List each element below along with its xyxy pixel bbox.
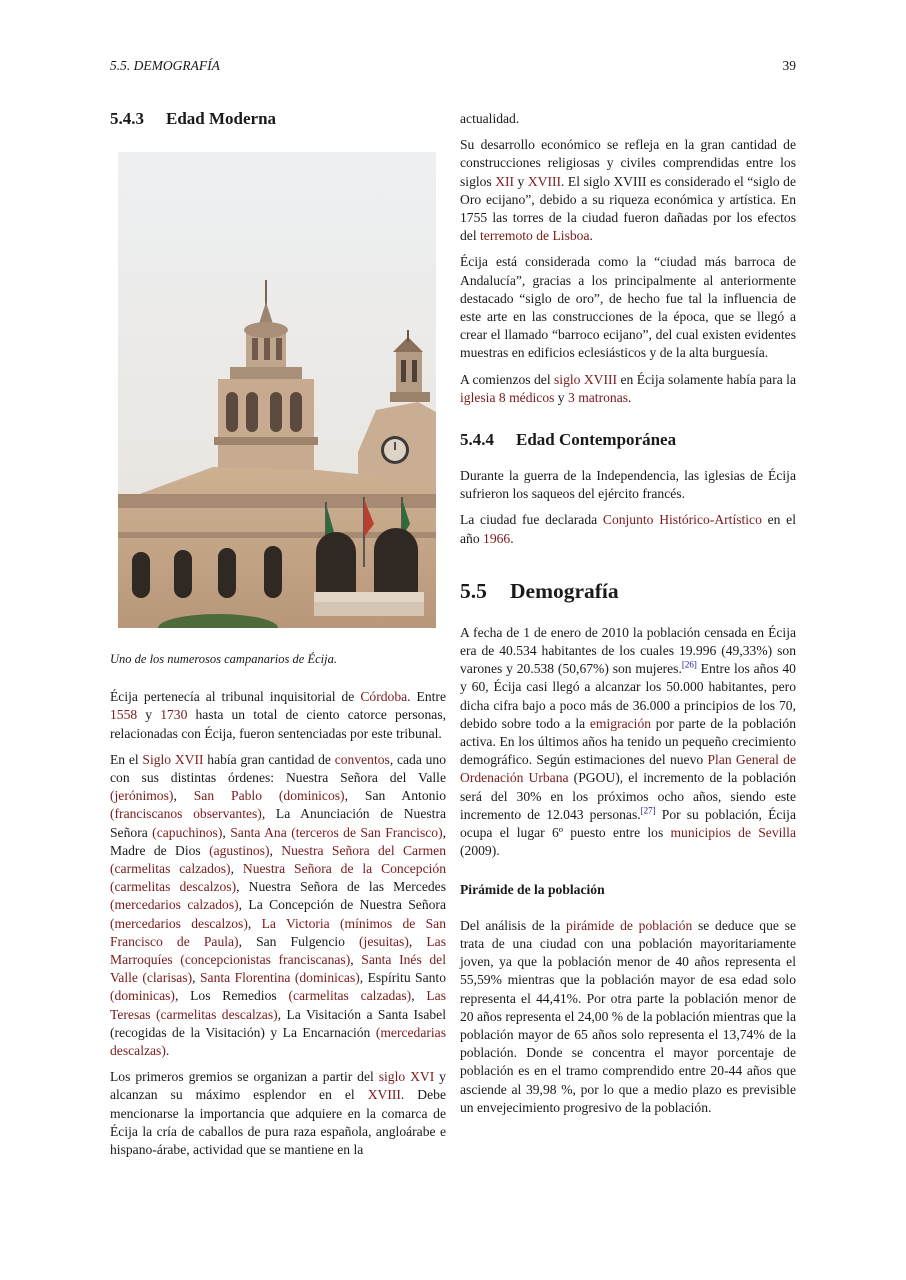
inline-link[interactable]: (mercedarios calzados) bbox=[110, 897, 239, 913]
inline-link[interactable]: La Victoria (mínimos de San Francisco de Paula) bbox=[110, 915, 446, 949]
inline-link[interactable]: pirámide de población bbox=[566, 917, 693, 933]
inline-link[interactable]: Siglo XVII bbox=[142, 751, 204, 767]
inline-link[interactable]: Santa Ana bbox=[230, 824, 287, 840]
paragraph: La ciudad fue declarada Conjunto Histórico-Artístico en el año 1966. bbox=[460, 512, 796, 546]
paragraph: Écija está considerada como la “ciudad más barroca de Andalucía”, gracias a los principalmente al anteriormente destacado “siglo de oro”, de hecho fue tal la influencia de este arte en las construcciones de la época, que se llegó a crear el llamado “barroco ecijano”, del cual existen evidentes muestras en edificios eclesiásticos y de la alta burguesía. bbox=[460, 254, 796, 361]
page-number: 39 bbox=[782, 58, 796, 73]
inline-link[interactable]: Las Teresas bbox=[110, 988, 447, 1022]
photo-caption: Uno de los numerosos campanarios de Écija. bbox=[110, 652, 337, 666]
paragraph: Durante la guerra de la Independencia, las iglesias de Écija sufrieron los saqueos del ejército francés. bbox=[460, 468, 796, 502]
left-column bbox=[110, 108, 446, 1167]
inline-link[interactable]: (mercedarios descalzos) bbox=[110, 915, 248, 931]
paragraph: A comienzos del siglo XVIII en Écija solamente había para la iglesia 8 médicos y 3 matronas. bbox=[460, 371, 796, 405]
inline-link[interactable]: (franciscanos observantes) bbox=[110, 806, 262, 822]
inline-link[interactable]: XVIII bbox=[367, 1087, 401, 1103]
inline-link[interactable]: (carmelitas descalzos) bbox=[110, 879, 237, 895]
paragraph: Su desarrollo económico se refleja en la gran cantidad de construcciones religiosas y civiles comprendidas entre los siglos XII y XVIII. El siglo XVIII es considerado el “siglo de Oro ecijano”, debido a su riqueza económica y artística. En 1755 las torres de la ciudad fueron dañadas por los efectos del terremoto de Lisboa. bbox=[460, 137, 796, 244]
inline-link[interactable]: terremoto de Lisboa bbox=[480, 228, 590, 244]
inline-link[interactable]: Las Marroquíes (concepcionistas franciscanas) bbox=[110, 933, 447, 968]
inline-link[interactable]: (mercedarias descalzas) bbox=[110, 1024, 446, 1059]
inline-link[interactable]: 3 matronas bbox=[568, 389, 629, 405]
inline-link[interactable]: (jerónimos) bbox=[110, 788, 174, 804]
section-title: 5.5. DEMOGRAFÍA bbox=[110, 58, 220, 73]
belltower-photo bbox=[118, 152, 436, 628]
inline-link[interactable]: conventos bbox=[334, 751, 390, 767]
section-heading-5-4-4: 5.4.4 Edad Contemporánea bbox=[460, 430, 677, 450]
inline-link[interactable]: Plan General de Ordenación Urbana bbox=[460, 752, 796, 786]
citation-link[interactable]: [27] bbox=[640, 805, 656, 816]
inline-link[interactable]: 8 médicos bbox=[498, 389, 555, 405]
inline-link[interactable]: (agustinos) bbox=[209, 842, 270, 858]
inline-link[interactable]: (capuchinos) bbox=[152, 824, 223, 840]
section-heading-5-5: 5.5 Demografía bbox=[460, 578, 619, 603]
paragraph: A fecha de 1 de enero de 2010 la población censada en Écija era de 40.534 habitantes de los cuales 19.996 (49,33%) son varones y 20.538 (50,67%) son mujeres.[26] Entre los años 40 y 60, Écija casi llegó a alcanzar los 50.000 habitantes, pero dicha cifra bajo a poco más de 36.000 a principios de los 70, debido sobre todo a la emigración por parte de la población activa. En los últimos años ha tenido un pequeño crecimiento demográfico. Según estimaciones del nuevo Plan General de Ordenación Urbana (PGOU), el incremento de la población será del 30% en los próximos ocho años, siendo este incremento de 12.043 personas.[27] Por su población, Écija ocupa el lugar 6º puesto entre los municipios de Sevilla (2009). bbox=[460, 624, 797, 859]
inline-link[interactable]: siglo XVIII bbox=[554, 371, 618, 387]
inline-link[interactable]: XII bbox=[495, 173, 515, 189]
paragraph: Del análisis de la pirámide de población se deduce que se trata de una ciudad con una población mayoritariamente joven, ya que la población menor de 40 años representa el 55,59% mientras que la población mayor de esa edad solo representa el 44,41%. Por otra parte la población menor de 20 años representa el 24,00 % de la población mientras que la población mayor de 65 años solo representa el 13,74% de la población. Donde se concentra el mayor porcentaje de población es en el tramo comprendido entre 20-44 años que asciende al 39,98 %, por lo que a medio plazo es previsible un envejecimiento progresivo de la población. bbox=[460, 917, 796, 1115]
inline-link[interactable]: XVIII bbox=[527, 173, 562, 189]
inline-link[interactable]: 1558 bbox=[110, 707, 138, 723]
inline-link[interactable]: (dominicas) bbox=[110, 988, 175, 1004]
inline-link[interactable]: Córdoba bbox=[360, 689, 408, 705]
inline-link[interactable]: (terceros de San Francisco) bbox=[291, 824, 443, 840]
right-column bbox=[460, 110, 796, 1125]
inline-link[interactable]: iglesia bbox=[460, 389, 496, 405]
inline-link[interactable]: Santa Inés del Valle (clarisas) bbox=[110, 952, 446, 986]
inline-link[interactable]: Nuestra Señora del Carmen (carmelitas calzados) bbox=[110, 842, 447, 877]
running-header bbox=[110, 58, 796, 78]
inline-link[interactable]: (carmelitas calzadas) bbox=[288, 988, 412, 1004]
inline-link[interactable]: emigración bbox=[589, 715, 652, 731]
inline-link[interactable]: siglo XVI bbox=[378, 1069, 435, 1085]
inline-link[interactable]: 1966 bbox=[483, 530, 511, 546]
inline-link[interactable]: Nuestra Señora de la Concepción bbox=[242, 861, 446, 877]
paragraph: Los primeros gremios se organizan a partir del siglo XVI y alcanzan su máximo esplendor en el XVIII. Debe mencionarse la importancia que adquiere en la comarca de Écija la cría de caballos de pura raza española, angloárabe e hispano-árabe, actividad que se mantiene en la bbox=[110, 1069, 446, 1158]
inline-link[interactable]: Santa Florentina (dominicas) bbox=[199, 970, 360, 986]
citation-link[interactable]: [26] bbox=[681, 659, 697, 670]
inline-link[interactable]: Conjunto Histórico-Artístico bbox=[602, 512, 762, 528]
inline-link[interactable]: 1730 bbox=[160, 707, 188, 723]
inline-link[interactable]: municipios de Sevilla bbox=[670, 825, 796, 841]
paragraph: En el Siglo XVII había gran cantidad de conventos, cada uno con sus distintas órdenes: Nuestra Señora del Valle (jerónimos), San Pablo (dominicos), San Antonio (franciscanos observantes), La Anunciación de Nuestra Señora (capuchinos), Santa Ana (terceros de San Francisco), Madre de Dios (agustinos), Nuestra Señora del Carmen (carmelitas calzados), Nuestra Señora de la Concepción (carmelitas descalzos), Nuestra Señora de las Mercedes (mercedarios calzados), La Concepción de Nuestra Señora (mercedarios descalzos), La Victoria (mínimos de San Francisco de Paula), San Fulgencio (jesuitas), Las Marroquíes (concepcionistas franciscanas), Santa Inés del Valle (clarisas), Santa Florentina (dominicas), Espíritu Santo (dominicas), Los Remedios (carmelitas calzadas), Las Teresas (carmelitas descalzas), La Visitación a Santa Isabel (recogidas de la Visitación) y La Encarnación (mercedarias descalzas). bbox=[110, 751, 447, 1059]
paragraph: actualidad. bbox=[460, 111, 520, 126]
section-heading-5-4-3: 5.4.3 Edad Moderna bbox=[110, 109, 277, 128]
inline-link[interactable]: (carmelitas descalzas) bbox=[155, 1006, 278, 1022]
inline-link[interactable]: (jesuitas) bbox=[359, 933, 409, 949]
inline-link[interactable]: San Pablo (dominicos) bbox=[193, 788, 345, 804]
paragraph: Écija pertenecía al tribunal inquisitorial de Córdoba. Entre 1558 y 1730 hasta un total de ciento catorce personas, relacionadas con Écija, fueron sentenciadas por este tribunal. bbox=[110, 689, 447, 741]
subsection-heading: Pirámide de la población bbox=[460, 881, 605, 897]
